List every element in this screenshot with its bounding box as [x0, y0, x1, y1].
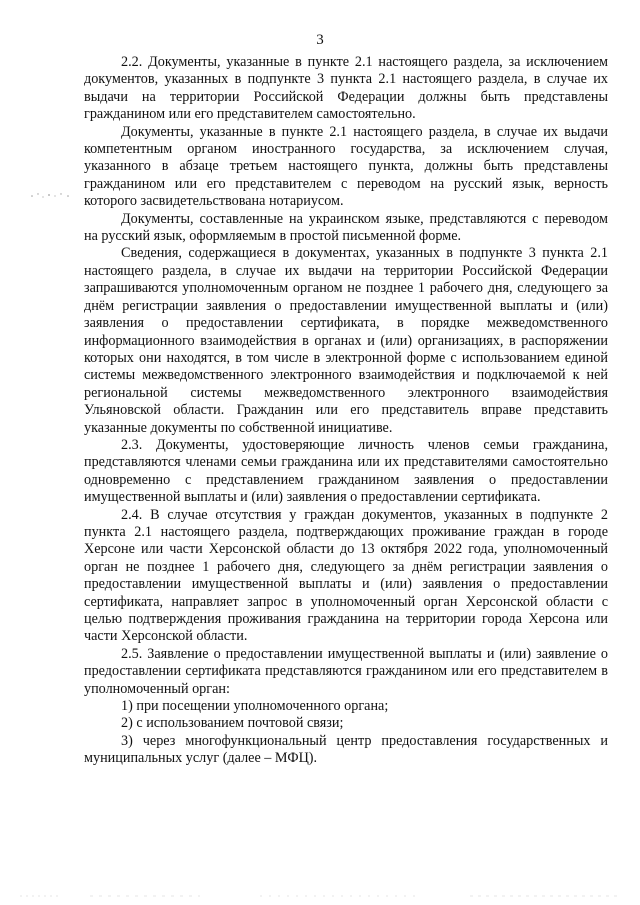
paragraph-2-2: 2.2. Документы, указанные в пункте 2.1 настоящего раздела, за исключением документов, указанных в подпункте 3 пункта 2.1 настоящего раздела, в случае их выдачи на территории Российской Федерации должны быть представлены гражданином или его представителем самостоятельно.	[84, 54, 608, 123]
paragraph-interagency-request: Сведения, содержащиеся в документах, указанных в подпункте 3 пункта 2.1 настоящего раздела, в случае их выдачи на территории Российской Федерации запрашиваются уполномоченным органом не позднее 1 рабочего дня, следующего за днём регистрации заявления о предоставлении имущественной выплаты и (или) заявления о предоставлении сертификата, в порядке межведомственного информационного взаимодействия в органах и (или) организациях, в распоряжении которых они находятся, в том числе в электронной форме с использованием единой системы межведомственного электронного взаимодействия и подключаемой к ней региональной системы межведомственного электронного взаимодействия Ульяновской области. Гражданин или его представитель вправе представить указанные документы по собственной инициативе.	[84, 245, 608, 436]
list-item: 1) при посещении уполномоченного органа;	[121, 698, 389, 715]
paragraph-2-5: 2.5. Заявление о предоставлении имущественной выплаты и (или) заявление о предоставлении сертификата представляются гражданином или его представителем в уполномоченный орган:	[84, 645, 608, 697]
list-item: 2) с использованием почтовой связи;	[121, 715, 344, 732]
paragraph-2-3: 2.3. Документы, удостоверяющие личность членов семьи гражданина, представляются членами семьи гражданина или их представителями самостоятельно одновременно с представлением гражданином заявления о предоставлении имущественной выплаты и (или) заявления о предоставлении сертификата.	[84, 436, 608, 506]
paragraph-2-4: 2.4. В случае отсутствия у граждан документов, указанных в подпункте 2 пункта 2.1 настоящего раздела, подтверждающих проживание граждан в городе Херсоне или части Херсонской области до 13 октября 2022 года, уполномоченный орган не позднее 1 рабочего дня, следующего за днём регистрации заявления о предоставлении имущественной выплаты и (или) заявления о предоставлении сертификата, направляет запрос в уполномоченный орган Херсонской области с целью подтверждения проживания гражданина на территории города Херсона или части Херсонской области.	[84, 506, 608, 645]
page-number: 3	[316, 32, 324, 48]
paragraph-ukrainian-documents: Документы, составленные на украинском языке, представляются с переводом на русский язык, оформляемым в простой письменной форме.	[84, 210, 608, 245]
document-body	[84, 54, 608, 768]
paragraph-foreign-documents: Документы, указанные в пункте 2.1 настоящего раздела, в случае их выдачи компетентным органом иностранного государства, за исключением случая, указанного в абзаце третьем настоящего пункта, должны быть представлены гражданином или его представителем с переводом на русский язык, верность которого засвидетельствована нотариусом.	[84, 123, 608, 210]
scan-bottom-edge	[0, 893, 640, 899]
list-item: 3) через многофункциональный центр предоставления государственных и муниципальных услуг (далее – МФЦ).	[84, 732, 608, 767]
scan-speck	[28, 190, 74, 200]
